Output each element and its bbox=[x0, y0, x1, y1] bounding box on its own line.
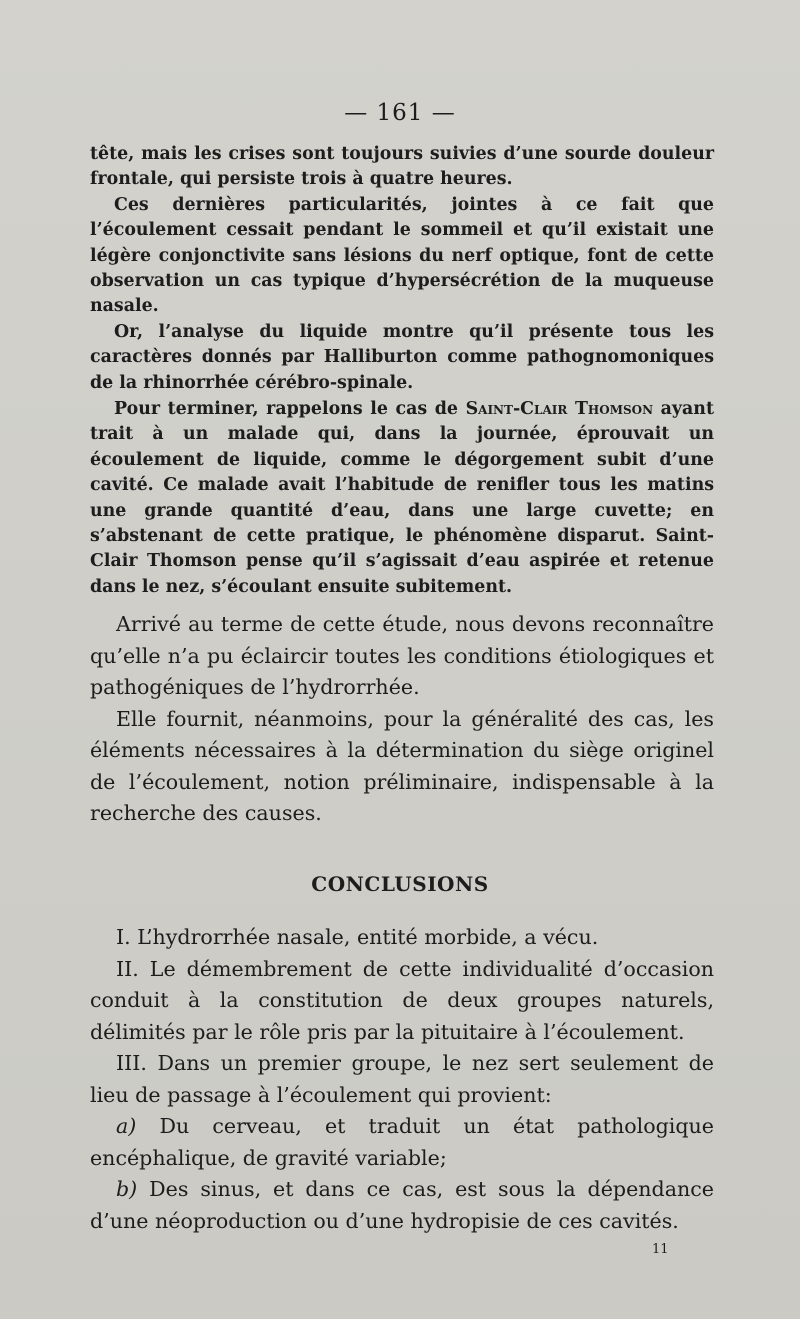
page-number: — 161 — bbox=[344, 100, 456, 126]
conclusions-heading: CONCLUSIONS bbox=[311, 872, 489, 896]
conclusion-item-1: I. L’hydrorrhée nasale, entité morbide, a vécu. bbox=[116, 925, 599, 949]
author-name-smallcaps: Saint-Clair Thomson bbox=[465, 399, 654, 419]
conclusions-list bbox=[90, 922, 714, 1237]
paragraph-thomson bbox=[90, 397, 714, 600]
item-marker-b: b) bbox=[116, 1177, 138, 1201]
large-text-block bbox=[90, 609, 714, 830]
conclusion-item-a bbox=[90, 1111, 714, 1174]
conclusion-item-b bbox=[90, 1174, 714, 1237]
conclusion-item-3: III. Dans un premier groupe, le nez sert seulement de lieu de passage à l’écoulement qui provient: bbox=[90, 1051, 714, 1107]
thomson-text-after: ayant trait à un malade qui, dans la journée, éprouvait un écoulement de liquide, comme le dégorgement subit d’une cavité. Ce malade avait l’habitude de renifler tous les matins une grande quantité d’eau, dans une large cuvette; en s’abstenant de cette pratique, le phénomène disparut. Saint-Clair Thomson pense qu’il s’agissait d’eau aspirée et retenue dans le nez, s’écoulant ensuite subitement. bbox=[90, 399, 714, 597]
paragraph-elle-fournit: Elle fournit, néanmoins, pour la généralité des cas, les éléments nécessaires à la détermination du siège originel de l’écoulement, notion préliminaire, indispensable à la recherche des causes. bbox=[90, 706, 714, 825]
conclusion-item-2: II. Le démembrement de cette individualité d’occasion conduit à la constitution de deux groupes naturels, délimités par le rôle pris par la pituitaire à l’écoulement. bbox=[90, 956, 714, 1044]
paragraph-arrive: Arrivé au terme de cette étude, nous devons reconnaître qu’elle n’a pu éclaircir toutes les conditions étiologiques et pathogéniques de l’hydrorrhée. bbox=[90, 612, 714, 699]
thomson-text-before: Pour terminer, rappelons le cas de bbox=[114, 399, 466, 419]
paragraph-continuation: tête, mais les crises sont toujours suivies d’une sourde douleur frontale, qui persiste trois à quatre heures. bbox=[90, 144, 714, 190]
signature-mark: 11 bbox=[652, 1242, 669, 1257]
thomson-block bbox=[90, 397, 714, 600]
small-text-block bbox=[90, 142, 714, 396]
item-marker-a: a) bbox=[116, 1114, 137, 1138]
paragraph-analyse: Or, l’analyse du liquide montre qu’il présente tous les caractères donnés par Halliburton comme pathognomoniques de la rhinorrhée cérébro-spinale. bbox=[90, 321, 714, 393]
paragraph-particularites: Ces dernières particularités, jointes à ce fait que l’écoulement cessait pendant le sommeil et qu’il existait une légère conjonctivite sans lésions du nerf optique, font de cette observation un cas typique d’hypersécrétion de la muqueuse nasale. bbox=[90, 194, 714, 317]
item-b-text: Des sinus, et dans ce cas, est sous la dépendance d’une néoproduction ou d’une hydropisie de ces cavités. bbox=[90, 1177, 714, 1233]
item-a-text: Du cerveau, et traduit un état pathologique encéphalique, de gravité variable; bbox=[90, 1114, 714, 1170]
